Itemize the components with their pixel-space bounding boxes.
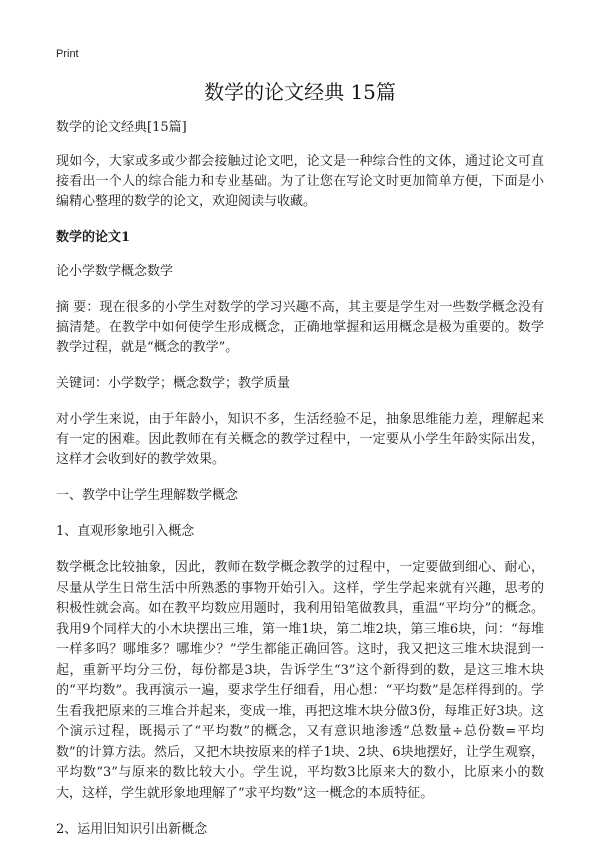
part-one-heading: 一、教学中让学生理解数学概念 (56, 488, 239, 503)
intro-paragraph: 现如今，大家或多或少都会接触过论文吧，论文是一种综合性的文体，通过论文可直接看出一个人的综合能力和专业基础。为了让您在写论文时更加简单方便，下面是小编精心整理的数学的论文，欢迎阅读与收藏。 (56, 154, 544, 209)
section-heading: 数学的论文1 (56, 230, 131, 245)
point-one-heading: 1、直观形象地引入概念 (56, 524, 195, 539)
abstract-paragraph: 摘 要：现在很多的小学生对数学的学习兴趣不高，其主要是学生对一些数学概念没有搞清楚。在教学中如何使学生形成概念，正确地掌握和运用概念是极为重要的。数学教学过程，就是“概念的教学”。 (56, 300, 544, 355)
article-title: 论小学数学概念数学 (56, 264, 174, 279)
document-subtitle: 数学的论文经典[15篇] (56, 120, 187, 135)
print-label[interactable]: Print (56, 48, 79, 60)
document-content (56, 118, 544, 856)
point-two-heading: 2、运用旧知识引出新概念 (56, 822, 208, 837)
body-paragraph-1: 对小学生来说，由于年龄小，知识不多，生活经验不足，抽象思维能力差，理解起来有一定的困难。因此教师在有关概念的教学过程中，一定要从小学生年龄实际出发，这样才会收到好的教学效果。 (56, 412, 544, 467)
body-paragraph-2: 数学概念比较抽象，因此，教师在数学概念教学的过程中，一定要做到细心、耐心，尽量从学生日常生活中所熟悉的事物开始引入。这样，学生学起来就有兴趣，思考的积极性就会高。如在教平均数应用题时，我利用铅笔做教具，重温“平均分”的概念。我用9个同样大的小木块摆出三堆，第一堆1块，第二堆2块，第三堆6块，问：“每堆一样多吗？哪堆多？哪堆少？”学生都能正确回答。这时，我又把这三堆木块混到一起，重新平均分三份，每份都是3块，告诉学生“3”这个新得到的数，是这三堆木块的“平均数”。我再演示一遍，要求学生仔细看，用心想：“平均数”是怎样得到的。学生看我把原来的三堆合并起来，变成一堆，再把这堆木块分做3份，每堆正好3块。这个演示过程，既揭示了“平均数”的概念，又有意识地渗透“总数量÷总份数=平均数”的计算方法。然后，又把木块按原来的样子1块、2块、6块地摆好，让学生观察，平均数“3”与原来的数比较大小。学生说，平均数3比原来大的数小，比原来小的数大，这样，学生就形象地理解了“求平均数”这一概念的本质特征。 (56, 560, 544, 801)
document-title: 数学的论文经典 15篇 (204, 80, 396, 104)
keywords-line: 关键词：小学数学；概念数学；教学质量 (56, 376, 291, 391)
